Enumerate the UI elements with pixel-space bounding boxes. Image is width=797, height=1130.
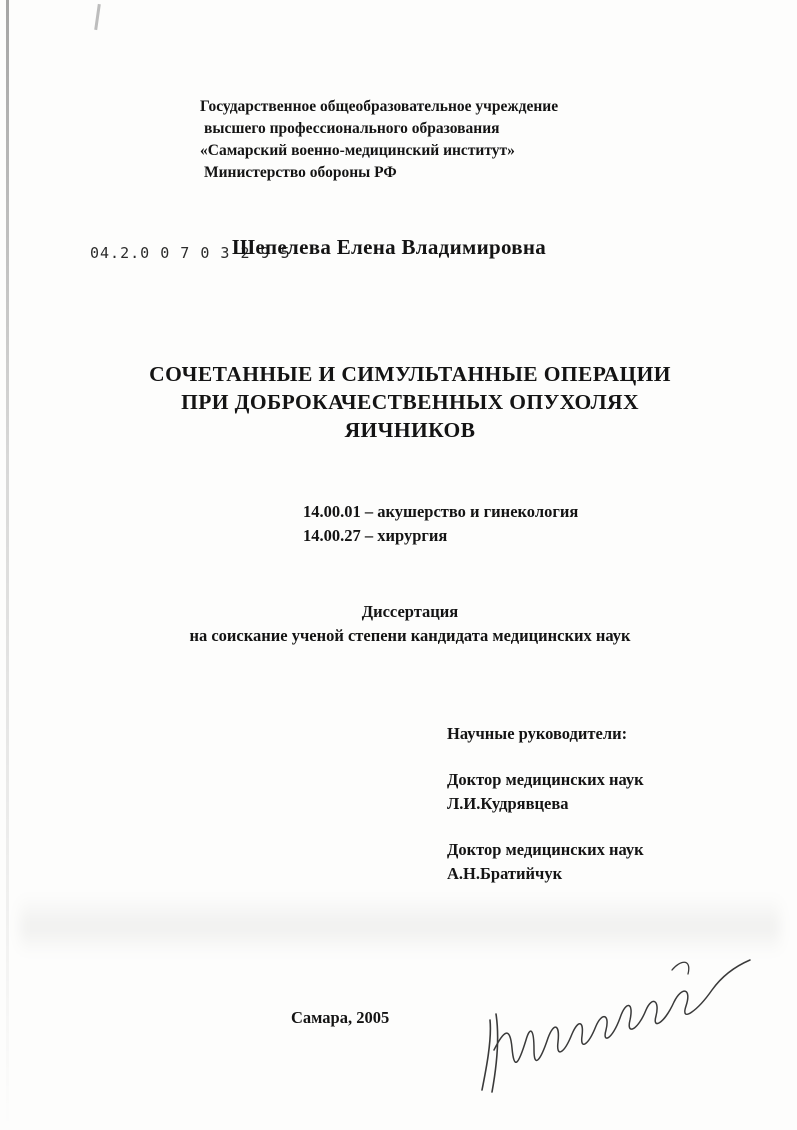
scan-edge-shadow xyxy=(6,0,9,1130)
supervisor-entry xyxy=(447,838,644,886)
scan-mark xyxy=(94,4,101,30)
title-line-2: ПРИ ДОБРОКАЧЕСТВЕННЫХ ОПУХОЛЯХ xyxy=(181,390,639,414)
title-line-3: ЯИЧНИКОВ xyxy=(344,418,476,442)
supervisor-name: Л.И.Кудрявцева xyxy=(447,794,569,813)
handwritten-signature xyxy=(460,930,760,1110)
supervisor-degree: Доктор медицинских наук xyxy=(447,840,644,859)
specialty-line: 14.00.01 – акушерство и гинекология xyxy=(303,502,579,521)
dissertation-title xyxy=(60,360,760,444)
supervisor-entry xyxy=(447,768,644,816)
specialty-line: 14.00.27 – хирургия xyxy=(303,526,448,545)
library-stamp-number: 04.2.0 0 7 0 3 2 9 5 xyxy=(90,244,291,262)
header-line-2: высшего профессионального образования xyxy=(204,120,500,137)
supervisors-block xyxy=(447,722,644,908)
degree-sought: на соискание ученой степени кандидата медицинских наук xyxy=(189,626,631,645)
supervisors-heading: Научные руководители: xyxy=(447,724,628,743)
supervisor-degree: Доктор медицинских наук xyxy=(447,770,644,789)
specialty-codes xyxy=(303,500,578,548)
header-line-3: «Самарский военно-медицинский институт» xyxy=(200,142,515,159)
dissertation-type xyxy=(60,600,760,648)
author-name: Шепелева Елена Владимировна xyxy=(232,235,547,259)
header-line-4: Министерство обороны РФ xyxy=(204,164,397,181)
place-and-year: Самара, 2005 xyxy=(291,1008,390,1027)
header-line-1: Государственное общеобразовательное учреждение xyxy=(200,98,559,115)
title-line-1: СОЧЕТАННЫЕ И СИМУЛЬТАННЫЕ ОПЕРАЦИИ xyxy=(149,362,671,386)
supervisor-name: А.Н.Братийчук xyxy=(447,864,563,883)
institution-header xyxy=(200,96,558,184)
dissertation-label: Диссертация xyxy=(361,602,459,621)
